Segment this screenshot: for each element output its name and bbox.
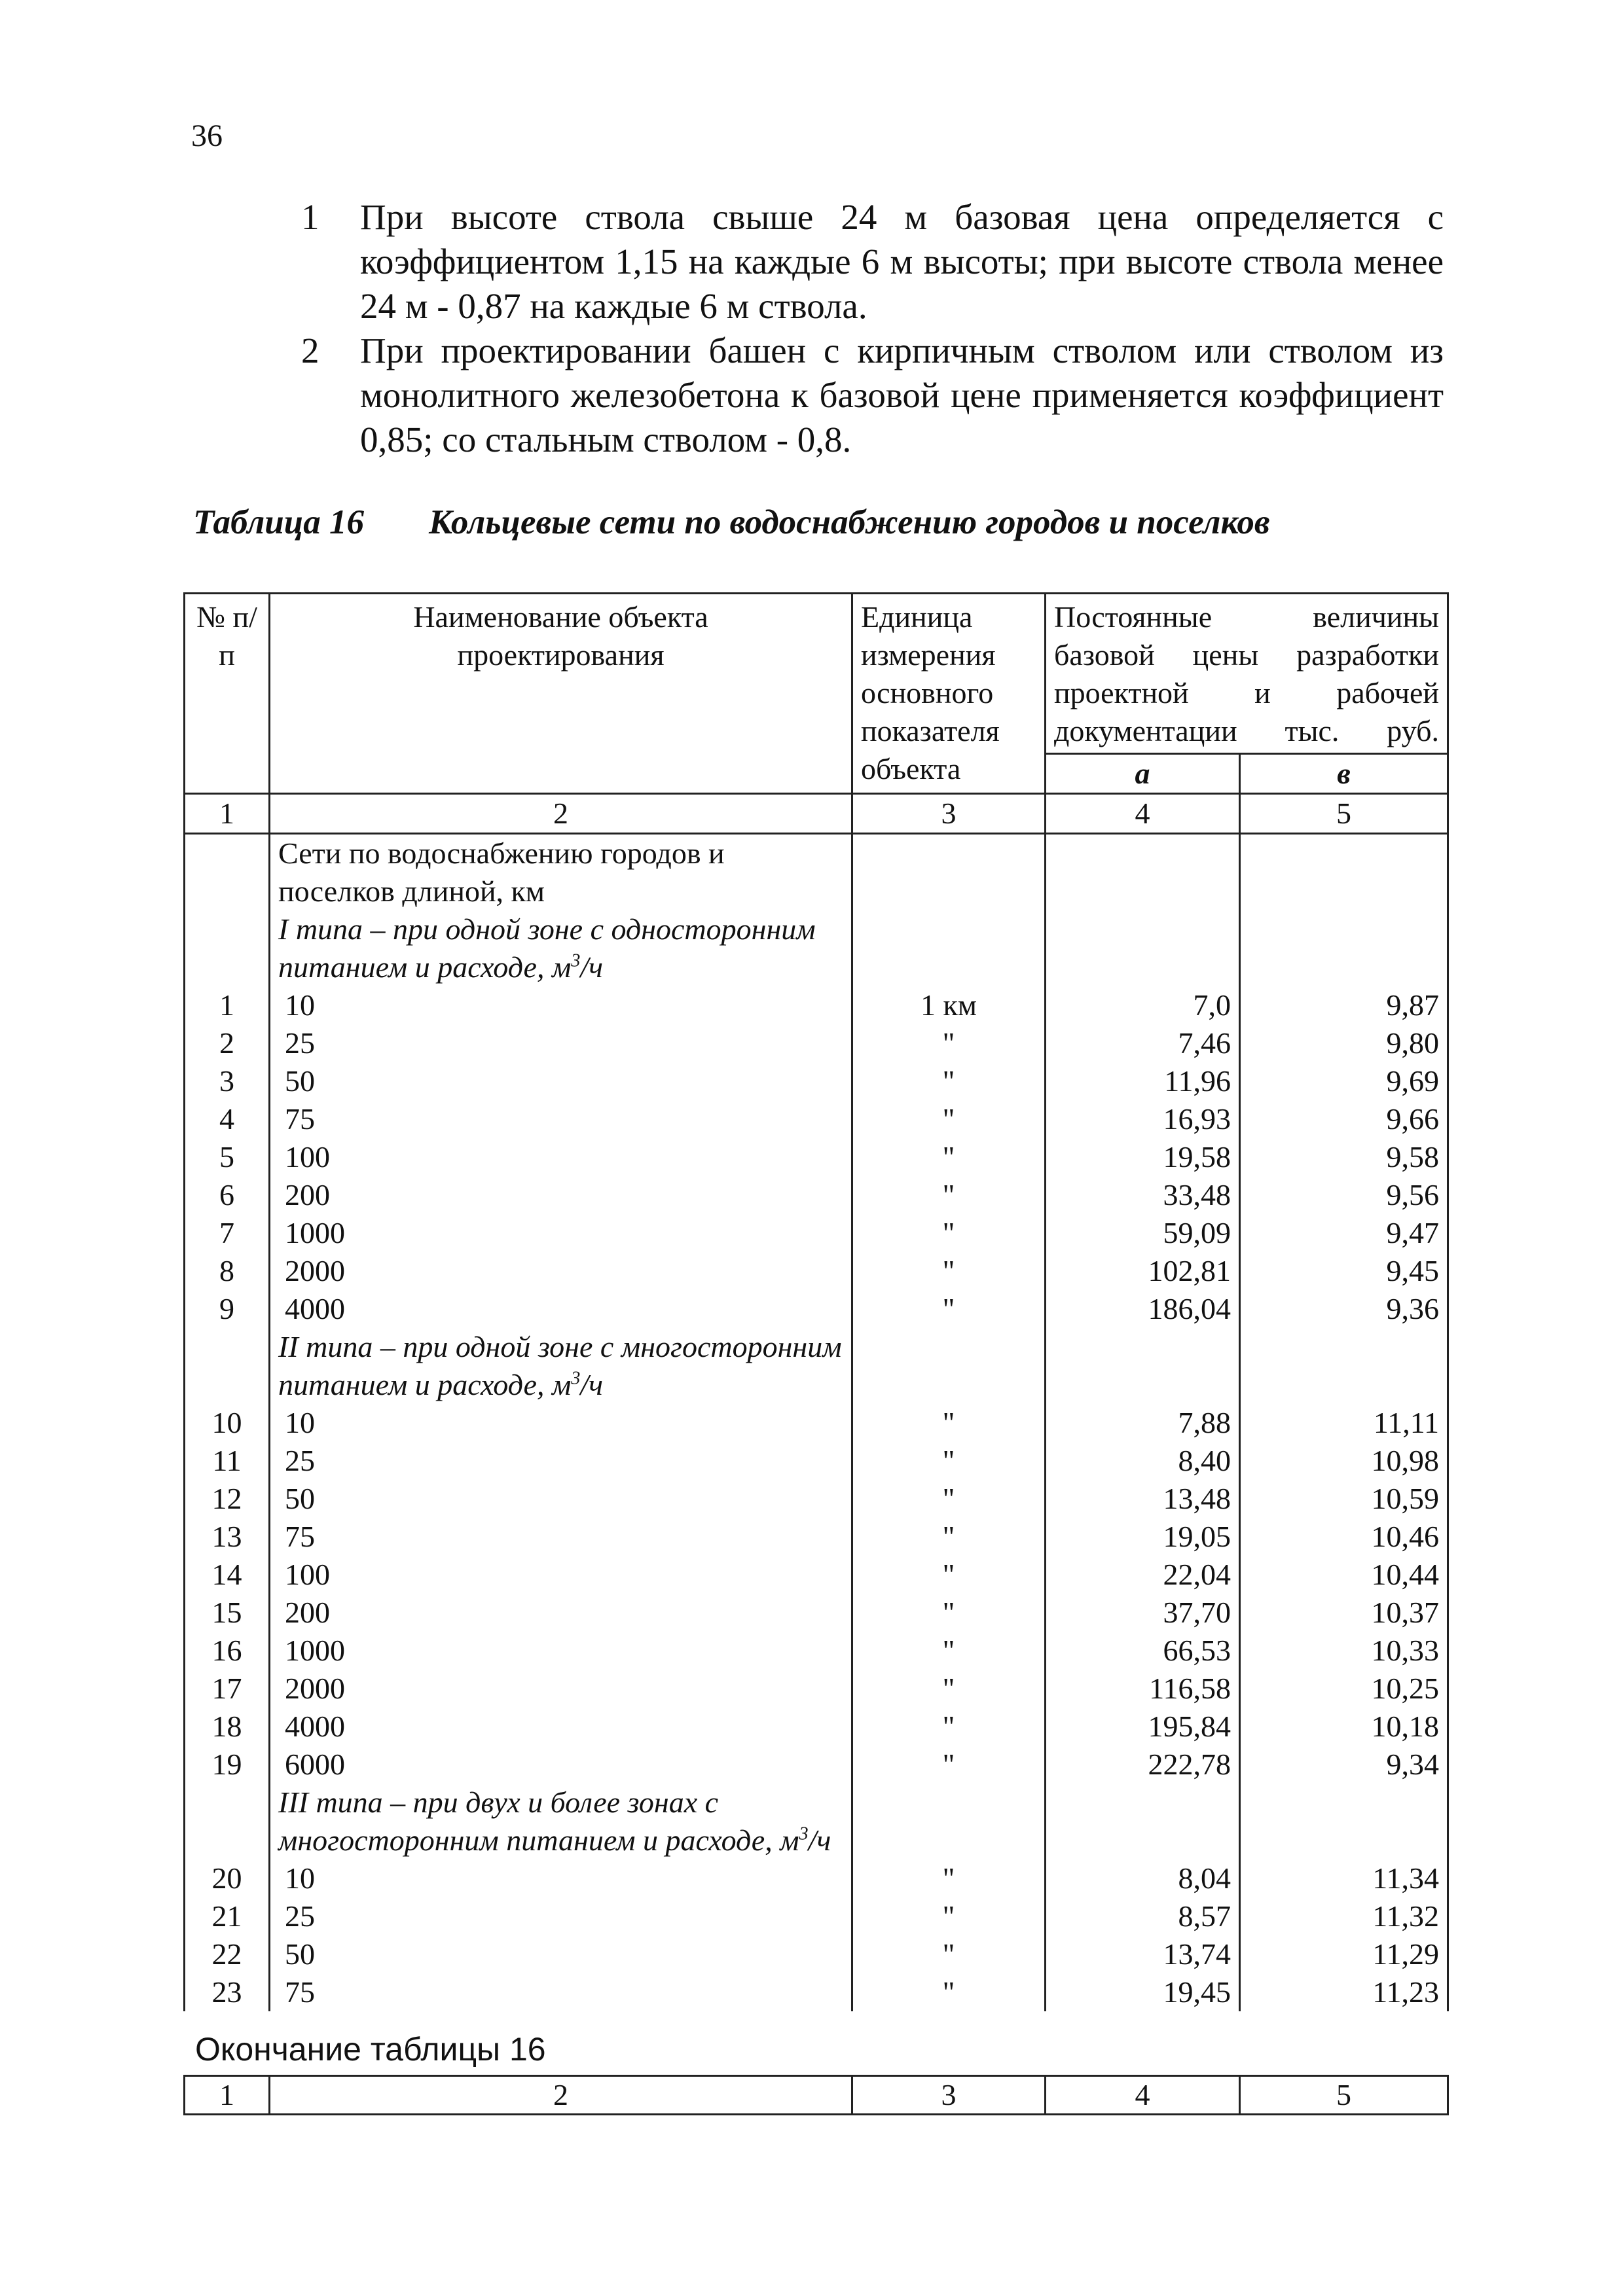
flow-rate: 1000 — [270, 1214, 852, 1252]
unit-value: " — [852, 1214, 1046, 1252]
table-row — [185, 1024, 1448, 1062]
group-title-text: III типа – при двух и более зонах с многосторонним питанием и расходе, м — [278, 1785, 799, 1857]
unit-value: " — [852, 1973, 1046, 2011]
value-b: 9,47 — [1240, 1214, 1448, 1252]
unit-value: " — [852, 1897, 1046, 1935]
column-number: 1 — [185, 2076, 270, 2115]
group-title — [270, 1784, 852, 1859]
flow-rate: 10 — [270, 1404, 852, 1442]
group-heading-row — [185, 910, 1448, 986]
value-a: 195,84 — [1046, 1708, 1240, 1746]
flow-rate: 2000 — [270, 1670, 852, 1708]
unit-value: " — [852, 1252, 1046, 1290]
section-title: Сети по водоснабжению городов и поселков длиной, км — [270, 834, 852, 911]
value-a: 33,48 — [1046, 1176, 1240, 1214]
column-number: 3 — [852, 794, 1046, 834]
empty-cell — [852, 1328, 1046, 1404]
column-number: 5 — [1240, 2076, 1448, 2115]
row-number: 18 — [185, 1708, 270, 1746]
empty-cell — [185, 834, 270, 911]
value-a: 59,09 — [1046, 1214, 1240, 1252]
empty-cell — [185, 1784, 270, 1859]
price-table — [183, 592, 1449, 2011]
header-no: № п/п — [185, 594, 270, 794]
table-row — [185, 1973, 1448, 2011]
empty-cell — [1046, 834, 1240, 911]
row-number: 22 — [185, 1935, 270, 1973]
row-number: 13 — [185, 1518, 270, 1556]
empty-cell — [852, 1784, 1046, 1859]
column-number: 1 — [185, 794, 270, 834]
row-number: 4 — [185, 1100, 270, 1138]
flow-rate: 4000 — [270, 1290, 852, 1328]
row-number: 23 — [185, 1973, 270, 2011]
group-title-text: I типа – при одной зоне с односторонним питанием и расходе, м — [278, 912, 816, 984]
value-a: 7,46 — [1046, 1024, 1240, 1062]
column-number: 3 — [852, 2076, 1046, 2115]
note-text: При высоте ствола свыше 24 м базовая цена определяется с коэффициентом 1,15 на каждые 6 м высоты; при высоте ствола менее 24 м - 0,87 на каждые 6 м ствола. — [360, 197, 1444, 326]
row-number: 2 — [185, 1024, 270, 1062]
flow-rate: 100 — [270, 1138, 852, 1176]
flow-rate: 75 — [270, 1100, 852, 1138]
flow-rate: 1000 — [270, 1632, 852, 1670]
value-a: 186,04 — [1046, 1290, 1240, 1328]
flow-rate: 50 — [270, 1062, 852, 1100]
unit-value: " — [852, 1176, 1046, 1214]
unit-value: " — [852, 1670, 1046, 1708]
value-b: 10,59 — [1240, 1480, 1448, 1518]
unit-value: " — [852, 1556, 1046, 1594]
row-number: 16 — [185, 1632, 270, 1670]
flow-rate: 2000 — [270, 1252, 852, 1290]
value-a: 7,0 — [1046, 986, 1240, 1024]
table-row — [185, 1897, 1448, 1935]
flow-rate: 25 — [270, 1442, 852, 1480]
value-a: 19,58 — [1046, 1138, 1240, 1176]
flow-rate: 25 — [270, 1897, 852, 1935]
row-number: 8 — [185, 1252, 270, 1290]
value-b: 11,23 — [1240, 1973, 1448, 2011]
value-b: 9,56 — [1240, 1176, 1448, 1214]
value-b: 9,34 — [1240, 1746, 1448, 1784]
flow-rate: 50 — [270, 1480, 852, 1518]
row-number: 6 — [185, 1176, 270, 1214]
row-number: 7 — [185, 1214, 270, 1252]
row-number: 3 — [185, 1062, 270, 1100]
unit-suffix: /ч — [580, 950, 604, 984]
continuation-table — [183, 2075, 1449, 2115]
value-b: 10,25 — [1240, 1670, 1448, 1708]
value-b: 10,18 — [1240, 1708, 1448, 1746]
table-row — [185, 1404, 1448, 1442]
column-number-row — [185, 2076, 1448, 2115]
note-number: 1 — [301, 197, 319, 237]
unit-value: " — [852, 1708, 1046, 1746]
value-a: 22,04 — [1046, 1556, 1240, 1594]
column-number: 5 — [1240, 794, 1448, 834]
unit-value: 1 км — [852, 986, 1046, 1024]
row-number: 12 — [185, 1480, 270, 1518]
superscript: 3 — [571, 950, 581, 971]
value-b: 10,44 — [1240, 1556, 1448, 1594]
row-number: 17 — [185, 1670, 270, 1708]
note-number: 2 — [301, 331, 319, 370]
empty-cell — [852, 834, 1046, 911]
unit-value: " — [852, 1062, 1046, 1100]
group-heading-row — [185, 1784, 1448, 1859]
unit-value: " — [852, 1746, 1046, 1784]
table-row — [185, 1708, 1448, 1746]
value-b: 9,66 — [1240, 1100, 1448, 1138]
value-b: 10,98 — [1240, 1442, 1448, 1480]
value-a: 13,48 — [1046, 1480, 1240, 1518]
row-number: 21 — [185, 1897, 270, 1935]
value-b: 10,46 — [1240, 1518, 1448, 1556]
page-number: 36 — [191, 118, 223, 153]
flow-rate: 10 — [270, 986, 852, 1024]
note-2 — [301, 329, 1444, 462]
row-number: 14 — [185, 1556, 270, 1594]
flow-rate: 200 — [270, 1176, 852, 1214]
empty-cell — [852, 910, 1046, 986]
group-title — [270, 1328, 852, 1404]
flow-rate: 100 — [270, 1556, 852, 1594]
column-number: 2 — [270, 2076, 852, 2115]
table-row — [185, 1518, 1448, 1556]
value-a: 116,58 — [1046, 1670, 1240, 1708]
table-row — [185, 1670, 1448, 1708]
flow-rate: 50 — [270, 1935, 852, 1973]
row-number: 19 — [185, 1746, 270, 1784]
unit-value: " — [852, 1100, 1046, 1138]
header-a: а — [1046, 754, 1240, 794]
row-number: 11 — [185, 1442, 270, 1480]
table-row — [185, 1480, 1448, 1518]
unit-value: " — [852, 1138, 1046, 1176]
table-row — [185, 1859, 1448, 1897]
table-row — [185, 986, 1448, 1024]
flow-rate: 10 — [270, 1859, 852, 1897]
table-row — [185, 1632, 1448, 1670]
value-a: 19,05 — [1046, 1518, 1240, 1556]
value-b: 10,33 — [1240, 1632, 1448, 1670]
row-number: 20 — [185, 1859, 270, 1897]
value-b: 9,58 — [1240, 1138, 1448, 1176]
unit-value: " — [852, 1632, 1046, 1670]
unit-value: " — [852, 1859, 1046, 1897]
table-row — [185, 1290, 1448, 1328]
empty-cell — [185, 1328, 270, 1404]
unit-value: " — [852, 1404, 1046, 1442]
table-caption — [193, 503, 1437, 542]
table-row — [185, 1214, 1448, 1252]
unit-value: " — [852, 1290, 1046, 1328]
value-a: 16,93 — [1046, 1100, 1240, 1138]
table-row — [185, 1556, 1448, 1594]
header-unit: Единица измерения основного показателя объекта — [852, 594, 1046, 794]
unit-value: " — [852, 1594, 1046, 1632]
flow-rate: 75 — [270, 1518, 852, 1556]
column-number: 4 — [1046, 2076, 1240, 2115]
value-b: 10,37 — [1240, 1594, 1448, 1632]
row-number: 9 — [185, 1290, 270, 1328]
group-heading-row — [185, 1328, 1448, 1404]
column-number: 2 — [270, 794, 852, 834]
value-a: 8,04 — [1046, 1859, 1240, 1897]
value-b: 11,32 — [1240, 1897, 1448, 1935]
unit-value: " — [852, 1442, 1046, 1480]
value-b: 9,45 — [1240, 1252, 1448, 1290]
flow-rate: 75 — [270, 1973, 852, 2011]
superscript: 3 — [799, 1823, 809, 1844]
unit-value: " — [852, 1935, 1046, 1973]
empty-cell — [1240, 1328, 1448, 1404]
empty-cell — [1046, 1328, 1240, 1404]
value-a: 7,88 — [1046, 1404, 1240, 1442]
value-a: 8,40 — [1046, 1442, 1240, 1480]
value-b: 11,11 — [1240, 1404, 1448, 1442]
unit-value: " — [852, 1518, 1046, 1556]
row-number: 1 — [185, 986, 270, 1024]
table-row — [185, 1252, 1448, 1290]
header-name: Наименование объекта проектирования — [270, 594, 852, 794]
value-b: 9,36 — [1240, 1290, 1448, 1328]
row-number: 10 — [185, 1404, 270, 1442]
table-row — [185, 1138, 1448, 1176]
value-a: 11,96 — [1046, 1062, 1240, 1100]
section-heading-row — [185, 834, 1448, 911]
group-title-text: II типа – при одной зоне с многосторонним питанием и расходе, м — [278, 1330, 842, 1401]
flow-rate: 25 — [270, 1024, 852, 1062]
empty-cell — [1240, 1784, 1448, 1859]
flow-rate: 4000 — [270, 1708, 852, 1746]
value-a: 19,45 — [1046, 1973, 1240, 2011]
table-notes — [301, 195, 1444, 462]
unit-suffix: /ч — [808, 1823, 831, 1857]
unit-value: " — [852, 1480, 1046, 1518]
unit-suffix: /ч — [580, 1368, 604, 1401]
value-b: 11,29 — [1240, 1935, 1448, 1973]
table-row — [185, 1594, 1448, 1632]
empty-cell — [1046, 1784, 1240, 1859]
header-row — [185, 594, 1448, 754]
row-number: 15 — [185, 1594, 270, 1632]
value-a: 66,53 — [1046, 1632, 1240, 1670]
row-number: 5 — [185, 1138, 270, 1176]
value-a: 102,81 — [1046, 1252, 1240, 1290]
header-b: в — [1240, 754, 1448, 794]
table-row — [185, 1442, 1448, 1480]
flow-rate: 200 — [270, 1594, 852, 1632]
table-row — [185, 1746, 1448, 1784]
table-title: Кольцевые сети по водоснабжению городов и поселков — [429, 503, 1270, 541]
header-constants: Постоянные величины базовой цены разработки проектной и рабочей документации тыс. руб. — [1046, 594, 1448, 754]
note-text: При проектировании башен с кирпичным стволом или стволом из монолитного железобетона к базовой цене применяется коэффициент 0,85; со стальным стволом - 0,8. — [360, 331, 1444, 459]
value-b: 9,69 — [1240, 1062, 1448, 1100]
column-number: 4 — [1046, 794, 1240, 834]
superscript: 3 — [571, 1368, 581, 1389]
value-b: 9,80 — [1240, 1024, 1448, 1062]
table-row — [185, 1935, 1448, 1973]
note-1 — [301, 195, 1444, 329]
table-label: Таблица 16 — [193, 503, 364, 541]
empty-cell — [185, 910, 270, 986]
flow-rate: 6000 — [270, 1746, 852, 1784]
value-b: 11,34 — [1240, 1859, 1448, 1897]
value-a: 222,78 — [1046, 1746, 1240, 1784]
empty-cell — [1046, 910, 1240, 986]
value-b: 9,87 — [1240, 986, 1448, 1024]
table-row — [185, 1176, 1448, 1214]
unit-value: " — [852, 1024, 1046, 1062]
column-number-row — [185, 794, 1448, 834]
value-a: 8,57 — [1046, 1897, 1240, 1935]
empty-cell — [1240, 834, 1448, 911]
group-title — [270, 910, 852, 986]
value-a: 37,70 — [1046, 1594, 1240, 1632]
continuation-label: Окончание таблицы 16 — [195, 2031, 546, 2068]
value-a: 13,74 — [1046, 1935, 1240, 1973]
table-row — [185, 1062, 1448, 1100]
empty-cell — [1240, 910, 1448, 986]
table-row — [185, 1100, 1448, 1138]
